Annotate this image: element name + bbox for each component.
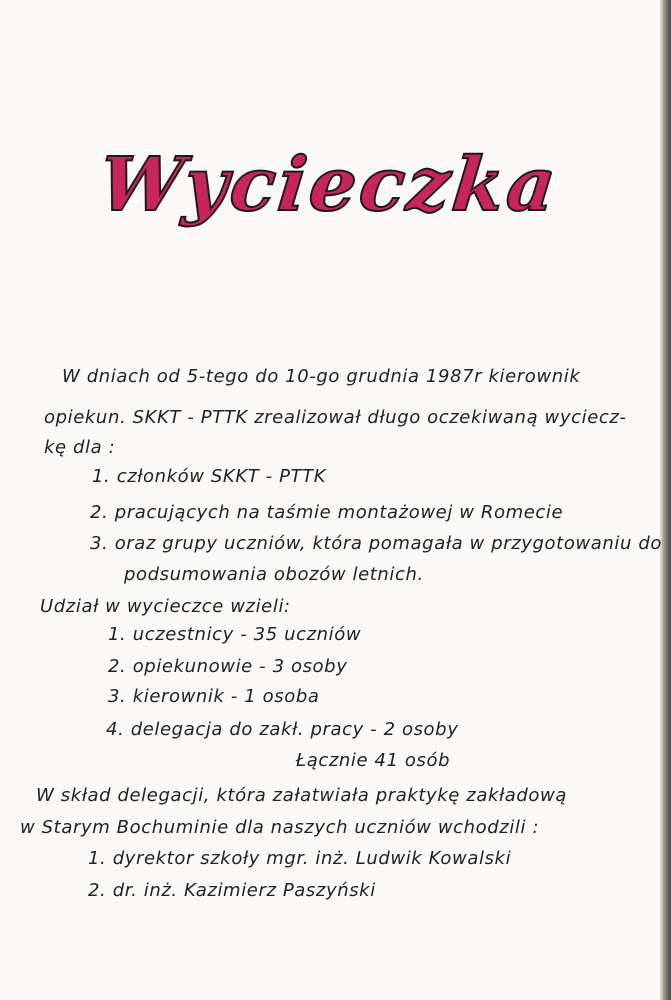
text-line: W dniach od 5-tego do 10-go grudnia 1987r kierownik: [62, 366, 581, 387]
page-title: Wycieczka: [95, 142, 563, 228]
text-line: w Starym Bochuminie dla naszych uczniów wchodzili :: [20, 817, 540, 838]
text-line: podsumowania obozów letnich.: [124, 564, 424, 585]
list-item: 3. kierownik - 1 osoba: [108, 686, 320, 707]
list-item: 1. uczestnicy - 35 uczniów: [108, 624, 362, 645]
list-item: 2. pracujących na taśmie montażowej w Romecie: [90, 502, 564, 523]
list-item: 2. dr. inż. Kazimierz Paszyński: [88, 880, 376, 901]
list-item: 3. oraz grupy uczniów, która pomagała w przygotowaniu do: [90, 533, 662, 554]
list-item: 4. delegacja do zakł. pracy - 2 osoby: [106, 719, 459, 740]
list-item: 1. dyrektor szkoły mgr. inż. Ludwik Kowalski: [88, 848, 512, 869]
list-item: 1. członków SKKT - PTTK: [92, 466, 327, 487]
text-line: Udział w wycieczce wzieli:: [40, 596, 291, 617]
text-line: kę dla :: [44, 437, 116, 458]
total-line: Łącznie 41 osób: [296, 750, 451, 771]
list-item: 2. opiekunowie - 3 osoby: [108, 656, 348, 677]
page-edge: [662, 0, 671, 1000]
text-line: opiekun. SKKT - PTTK zrealizował długo oczekiwaną wyciecz-: [44, 407, 627, 428]
text-line: W skład delegacji, która załatwiała praktykę zakładową: [36, 785, 567, 806]
